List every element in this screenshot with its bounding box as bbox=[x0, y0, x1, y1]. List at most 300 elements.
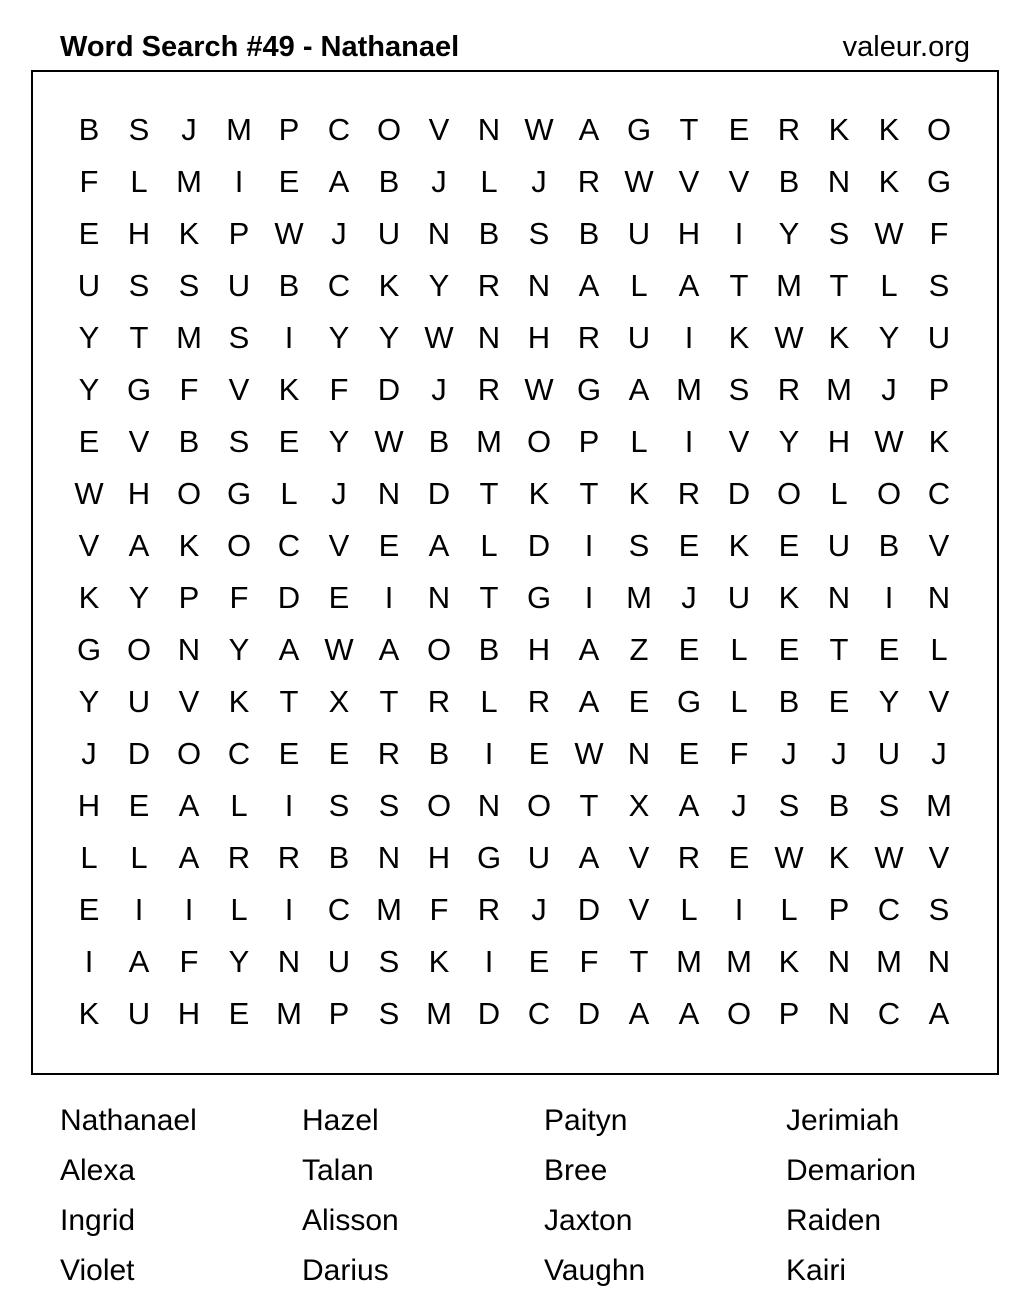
grid-letter: N bbox=[477, 788, 501, 823]
grid-letter: Y bbox=[778, 216, 800, 251]
grid-letter: T bbox=[129, 320, 149, 355]
grid-letter: L bbox=[130, 840, 148, 875]
grid-letter: B bbox=[328, 840, 350, 875]
grid-letter: N bbox=[277, 944, 301, 979]
grid-letter: N bbox=[377, 840, 401, 875]
grid-letter: M bbox=[676, 372, 702, 407]
grid-letter: O bbox=[926, 112, 952, 147]
grid-letter: I bbox=[684, 320, 694, 355]
grid-letter: I bbox=[584, 528, 594, 563]
grid-letter: B bbox=[278, 268, 300, 303]
grid-letter: O bbox=[176, 476, 202, 511]
grid-letter: R bbox=[227, 840, 251, 875]
grid-letter: Y bbox=[328, 424, 350, 459]
grid-letter: W bbox=[874, 424, 904, 459]
grid-letter: M bbox=[676, 944, 702, 979]
grid-letter: E bbox=[78, 424, 100, 459]
grid-letter: L bbox=[630, 268, 648, 303]
grid-letter: Y bbox=[78, 684, 100, 719]
grid-letter: K bbox=[78, 580, 100, 615]
grid-letter: W bbox=[524, 372, 554, 407]
grid-letter: S bbox=[228, 320, 250, 355]
grid-letter: F bbox=[929, 216, 949, 251]
grid-letter: G bbox=[926, 164, 952, 199]
grid-letter: Y bbox=[428, 268, 450, 303]
grid-letter: I bbox=[284, 892, 294, 927]
grid-letter: M bbox=[876, 944, 902, 979]
grid-letter: M bbox=[376, 892, 402, 927]
grid-letter: K bbox=[178, 528, 200, 563]
grid-letter: D bbox=[577, 996, 601, 1031]
grid-letter: O bbox=[526, 788, 552, 823]
grid-letter: M bbox=[226, 112, 252, 147]
grid-letter: M bbox=[826, 372, 852, 407]
grid-letter: O bbox=[426, 788, 452, 823]
grid-letter: E bbox=[728, 112, 750, 147]
word-list-item: Raiden bbox=[786, 1204, 882, 1237]
grid-letter: B bbox=[478, 216, 500, 251]
grid-letter: V bbox=[628, 840, 650, 875]
grid-letter: G bbox=[576, 372, 602, 407]
grid-letter: E bbox=[128, 788, 150, 823]
grid-letter: A bbox=[578, 632, 600, 667]
grid-letter: O bbox=[526, 424, 552, 459]
grid-letter: B bbox=[778, 684, 800, 719]
grid-letter: B bbox=[428, 736, 450, 771]
grid-letter: E bbox=[228, 996, 250, 1031]
grid-letter: J bbox=[681, 580, 697, 615]
grid-letter: S bbox=[378, 944, 400, 979]
grid-letter: S bbox=[878, 788, 900, 823]
grid-letter: W bbox=[774, 320, 804, 355]
puzzle-title: Word Search #49 - Nathanael bbox=[60, 31, 460, 63]
grid-letter: L bbox=[230, 788, 248, 823]
grid-letter: G bbox=[676, 684, 702, 719]
grid-letter: N bbox=[827, 164, 851, 199]
grid-letter: E bbox=[528, 944, 550, 979]
grid-letter: W bbox=[374, 424, 404, 459]
grid-letter: K bbox=[78, 996, 100, 1031]
grid-letter: L bbox=[930, 632, 948, 667]
grid-letter: I bbox=[284, 788, 294, 823]
grid-letter: U bbox=[877, 736, 901, 771]
grid-letter: J bbox=[431, 372, 447, 407]
grid-letter: C bbox=[527, 996, 551, 1031]
grid-letter: J bbox=[331, 216, 347, 251]
grid-letter: I bbox=[184, 892, 194, 927]
grid-letter: K bbox=[228, 684, 250, 719]
grid-letter: W bbox=[524, 112, 554, 147]
grid-letter: F bbox=[179, 944, 199, 979]
grid-letter: N bbox=[427, 216, 451, 251]
grid-letter: N bbox=[927, 580, 951, 615]
grid-letter: R bbox=[477, 372, 501, 407]
grid-letter: S bbox=[528, 216, 550, 251]
grid-letter: E bbox=[878, 632, 900, 667]
grid-letter: P bbox=[228, 216, 250, 251]
grid-letter: E bbox=[378, 528, 400, 563]
grid-letter: H bbox=[827, 424, 851, 459]
grid-letter: Y bbox=[128, 580, 150, 615]
grid-letter: L bbox=[480, 164, 498, 199]
grid-letter: R bbox=[377, 736, 401, 771]
grid-letter: V bbox=[928, 840, 950, 875]
grid-letter: W bbox=[624, 164, 654, 199]
grid-letter: R bbox=[677, 840, 701, 875]
grid-letter: T bbox=[379, 684, 399, 719]
grid-letter: V bbox=[328, 528, 350, 563]
grid-letter: P bbox=[278, 112, 300, 147]
grid-letter: H bbox=[127, 476, 151, 511]
grid-letter: I bbox=[134, 892, 144, 927]
grid-letter: A bbox=[178, 788, 200, 823]
grid-letter: C bbox=[877, 996, 901, 1031]
grid-letter: R bbox=[477, 892, 501, 927]
grid-letter: H bbox=[177, 996, 201, 1031]
grid-letter: K bbox=[278, 372, 300, 407]
grid-letter: J bbox=[781, 736, 797, 771]
grid-letter: M bbox=[626, 580, 652, 615]
word-list-item: Kairi bbox=[786, 1254, 847, 1287]
grid-letter: E bbox=[278, 424, 300, 459]
grid-letter: N bbox=[477, 112, 501, 147]
grid-letter: B bbox=[828, 788, 850, 823]
grid-letter: F bbox=[579, 944, 599, 979]
grid-letter: L bbox=[130, 164, 148, 199]
grid-letter: C bbox=[877, 892, 901, 927]
grid-letter: K bbox=[728, 320, 750, 355]
grid-letter: O bbox=[426, 632, 452, 667]
grid-letter: K bbox=[878, 112, 900, 147]
grid-letter: A bbox=[378, 632, 400, 667]
grid-letter: A bbox=[928, 996, 950, 1031]
word-list-item: Jaxton bbox=[544, 1204, 633, 1237]
grid-letter: W bbox=[874, 840, 904, 875]
grid-letter: Y bbox=[228, 944, 250, 979]
grid-letter: L bbox=[680, 892, 698, 927]
grid-letter: U bbox=[627, 216, 651, 251]
word-list-item: Jerimiah bbox=[786, 1104, 900, 1137]
grid-letter: K bbox=[728, 528, 750, 563]
grid-letter: W bbox=[424, 320, 454, 355]
grid-letter: H bbox=[427, 840, 451, 875]
grid-letter: A bbox=[678, 996, 700, 1031]
word-list-item: Vaughn bbox=[544, 1254, 646, 1287]
grid-letter: I bbox=[84, 944, 94, 979]
grid-letter: S bbox=[728, 372, 750, 407]
grid-letter: D bbox=[577, 892, 601, 927]
grid-letter: E bbox=[678, 528, 700, 563]
grid-letter: M bbox=[776, 268, 802, 303]
grid-letter: A bbox=[678, 788, 700, 823]
grid-letter: I bbox=[384, 580, 394, 615]
grid-letter: W bbox=[274, 216, 304, 251]
grid-letter: V bbox=[228, 372, 250, 407]
grid-letter: J bbox=[331, 476, 347, 511]
grid-letter: H bbox=[527, 632, 551, 667]
grid-letter: J bbox=[181, 112, 197, 147]
grid-letter: O bbox=[726, 996, 752, 1031]
grid-letter: R bbox=[277, 840, 301, 875]
grid-letter: Y bbox=[378, 320, 400, 355]
grid-letter: N bbox=[527, 268, 551, 303]
grid-letter: S bbox=[778, 788, 800, 823]
grid-letter: F bbox=[79, 164, 99, 199]
grid-letter: R bbox=[427, 684, 451, 719]
grid-letter: L bbox=[730, 684, 748, 719]
grid-letter: J bbox=[881, 372, 897, 407]
grid-letter: N bbox=[927, 944, 951, 979]
word-list-item: Darius bbox=[302, 1254, 389, 1287]
grid-letter: C bbox=[927, 476, 951, 511]
grid-letter: T bbox=[679, 112, 699, 147]
grid-letter: R bbox=[777, 112, 801, 147]
grid-letter: I bbox=[234, 164, 244, 199]
grid-letter: U bbox=[527, 840, 551, 875]
grid-letter: N bbox=[477, 320, 501, 355]
grid-letter: L bbox=[280, 476, 298, 511]
grid-letter: F bbox=[429, 892, 449, 927]
grid-letter: V bbox=[428, 112, 450, 147]
grid-letter: K bbox=[178, 216, 200, 251]
letter-grid bbox=[64, 104, 964, 1040]
grid-letter: I bbox=[734, 892, 744, 927]
grid-letter: R bbox=[527, 684, 551, 719]
word-list-item: Nathanael bbox=[60, 1104, 197, 1137]
grid-letter: M bbox=[476, 424, 502, 459]
grid-letter: P bbox=[928, 372, 950, 407]
grid-letter: E bbox=[328, 736, 350, 771]
grid-letter: R bbox=[577, 164, 601, 199]
grid-letter: S bbox=[378, 788, 400, 823]
grid-letter: J bbox=[531, 164, 547, 199]
grid-letter: L bbox=[80, 840, 98, 875]
word-list-item: Demarion bbox=[786, 1154, 917, 1187]
grid-letter: Y bbox=[778, 424, 800, 459]
grid-letter: Y bbox=[78, 320, 100, 355]
grid-letter: W bbox=[574, 736, 604, 771]
grid-letter: G bbox=[476, 840, 502, 875]
grid-letter: L bbox=[480, 528, 498, 563]
grid-letter: I bbox=[884, 580, 894, 615]
grid-letter: D bbox=[727, 476, 751, 511]
grid-letter: U bbox=[827, 528, 851, 563]
grid-letter: T bbox=[479, 476, 499, 511]
grid-letter: X bbox=[328, 684, 350, 719]
grid-letter: K bbox=[828, 840, 850, 875]
grid-letter: C bbox=[327, 892, 351, 927]
grid-letter: N bbox=[627, 736, 651, 771]
word-list-item: Paityn bbox=[544, 1104, 628, 1137]
grid-letter: V bbox=[928, 528, 950, 563]
grid-letter: T bbox=[479, 580, 499, 615]
grid-letter: E bbox=[828, 684, 850, 719]
grid-letter: L bbox=[630, 424, 648, 459]
grid-letter: P bbox=[578, 424, 600, 459]
grid-letter: H bbox=[527, 320, 551, 355]
grid-letter: B bbox=[428, 424, 450, 459]
grid-letter: I bbox=[684, 424, 694, 459]
grid-letter: G bbox=[76, 632, 102, 667]
grid-letter: B bbox=[778, 164, 800, 199]
site-name: valeur.org bbox=[842, 31, 970, 63]
grid-letter: C bbox=[327, 268, 351, 303]
grid-letter: U bbox=[227, 268, 251, 303]
grid-letter: K bbox=[428, 944, 450, 979]
grid-letter: B bbox=[878, 528, 900, 563]
grid-letter: K bbox=[778, 944, 800, 979]
grid-letter: N bbox=[377, 476, 401, 511]
word-list-item: Ingrid bbox=[60, 1204, 136, 1237]
grid-letter: E bbox=[628, 684, 650, 719]
grid-letter: V bbox=[928, 684, 950, 719]
grid-letter: S bbox=[928, 268, 950, 303]
grid-letter: I bbox=[284, 320, 294, 355]
grid-letter: L bbox=[830, 476, 848, 511]
grid-letter: S bbox=[128, 268, 150, 303]
grid-letter: V bbox=[728, 424, 750, 459]
grid-letter: T bbox=[629, 944, 649, 979]
grid-letter: A bbox=[178, 840, 200, 875]
grid-letter: J bbox=[431, 164, 447, 199]
grid-letter: S bbox=[928, 892, 950, 927]
grid-letter: B bbox=[178, 424, 200, 459]
grid-letter: W bbox=[874, 216, 904, 251]
grid-letter: O bbox=[226, 528, 252, 563]
grid-letter: N bbox=[827, 944, 851, 979]
grid-letter: O bbox=[876, 476, 902, 511]
grid-letter: U bbox=[627, 320, 651, 355]
grid-letter: T bbox=[829, 268, 849, 303]
grid-letter: V bbox=[78, 528, 100, 563]
grid-letter: K bbox=[528, 476, 550, 511]
grid-letter: V bbox=[678, 164, 700, 199]
grid-letter: D bbox=[427, 476, 451, 511]
grid-letter: L bbox=[230, 892, 248, 927]
grid-letter: J bbox=[531, 892, 547, 927]
grid-letter: E bbox=[328, 580, 350, 615]
grid-letter: J bbox=[731, 788, 747, 823]
grid-letter: Y bbox=[878, 320, 900, 355]
grid-letter: U bbox=[377, 216, 401, 251]
grid-letter: I bbox=[484, 944, 494, 979]
grid-letter: K bbox=[778, 580, 800, 615]
grid-letter: S bbox=[178, 268, 200, 303]
grid-letter: I bbox=[484, 736, 494, 771]
grid-letter: F bbox=[179, 372, 199, 407]
grid-letter: R bbox=[477, 268, 501, 303]
word-list-item: Bree bbox=[544, 1154, 608, 1187]
grid-letter: P bbox=[178, 580, 200, 615]
grid-letter: N bbox=[827, 580, 851, 615]
grid-letter: M bbox=[726, 944, 752, 979]
word-list-item: Alisson bbox=[302, 1204, 399, 1237]
grid-letter: O bbox=[376, 112, 402, 147]
grid-letter: F bbox=[329, 372, 349, 407]
word-list-item: Hazel bbox=[302, 1104, 379, 1137]
grid-letter: A bbox=[628, 996, 650, 1031]
grid-letter: S bbox=[828, 216, 850, 251]
grid-letter: A bbox=[578, 112, 600, 147]
grid-letter: J bbox=[81, 736, 97, 771]
grid-letter: E bbox=[278, 736, 300, 771]
grid-letter: B bbox=[478, 632, 500, 667]
grid-letter: A bbox=[578, 268, 600, 303]
grid-letter: M bbox=[176, 164, 202, 199]
grid-letter: U bbox=[127, 996, 151, 1031]
grid-letter: C bbox=[227, 736, 251, 771]
grid-letter: M bbox=[926, 788, 952, 823]
grid-letter: H bbox=[127, 216, 151, 251]
grid-letter: V bbox=[128, 424, 150, 459]
grid-letter: K bbox=[828, 112, 850, 147]
grid-letter: E bbox=[528, 736, 550, 771]
grid-letter: R bbox=[777, 372, 801, 407]
grid-letter: L bbox=[730, 632, 748, 667]
grid-letter: E bbox=[78, 892, 100, 927]
grid-letter: S bbox=[128, 112, 150, 147]
grid-letter: O bbox=[776, 476, 802, 511]
grid-letter: K bbox=[628, 476, 650, 511]
grid-letter: Y bbox=[228, 632, 250, 667]
grid-letter: W bbox=[74, 476, 104, 511]
grid-letter: V bbox=[628, 892, 650, 927]
grid-letter: N bbox=[177, 632, 201, 667]
grid-letter: U bbox=[77, 268, 101, 303]
grid-letter: Y bbox=[78, 372, 100, 407]
grid-letter: E bbox=[728, 840, 750, 875]
grid-letter: V bbox=[728, 164, 750, 199]
grid-letter: W bbox=[774, 840, 804, 875]
grid-letter: D bbox=[477, 996, 501, 1031]
grid-letter: Y bbox=[878, 684, 900, 719]
grid-letter: H bbox=[677, 216, 701, 251]
grid-letter: D bbox=[277, 580, 301, 615]
grid-letter: S bbox=[228, 424, 250, 459]
grid-letter: U bbox=[927, 320, 951, 355]
grid-letter: L bbox=[780, 892, 798, 927]
grid-letter: S bbox=[628, 528, 650, 563]
grid-letter: F bbox=[229, 580, 249, 615]
word-list bbox=[60, 1096, 1028, 1296]
grid-letter: G bbox=[626, 112, 652, 147]
grid-letter: K bbox=[878, 164, 900, 199]
grid-letter: H bbox=[77, 788, 101, 823]
grid-letter: M bbox=[276, 996, 302, 1031]
grid-letter: U bbox=[127, 684, 151, 719]
grid-letter: A bbox=[678, 268, 700, 303]
grid-letter: U bbox=[727, 580, 751, 615]
grid-letter: D bbox=[377, 372, 401, 407]
grid-letter: A bbox=[578, 684, 600, 719]
grid-letter: L bbox=[880, 268, 898, 303]
grid-letter: R bbox=[577, 320, 601, 355]
grid-letter: A bbox=[128, 528, 150, 563]
word-list-item: Violet bbox=[60, 1254, 135, 1287]
grid-letter: L bbox=[480, 684, 498, 719]
grid-letter: A bbox=[428, 528, 450, 563]
grid-letter: J bbox=[831, 736, 847, 771]
grid-letter: A bbox=[578, 840, 600, 875]
grid-letter: F bbox=[729, 736, 749, 771]
grid-letter: G bbox=[526, 580, 552, 615]
grid-letter: T bbox=[579, 476, 599, 511]
grid-letter: J bbox=[931, 736, 947, 771]
grid-letter: K bbox=[828, 320, 850, 355]
grid-letter: Z bbox=[629, 632, 649, 667]
grid-letter: A bbox=[628, 372, 650, 407]
grid-letter: K bbox=[928, 424, 950, 459]
